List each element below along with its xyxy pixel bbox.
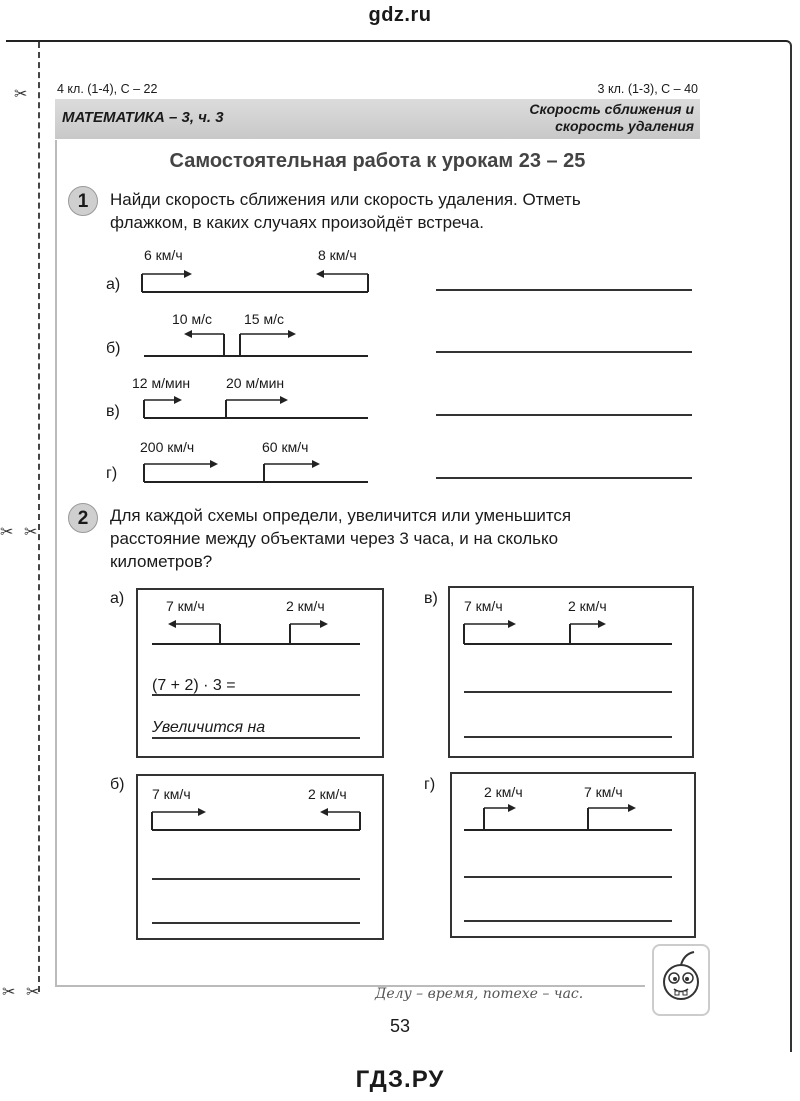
- answer-line[interactable]: [464, 691, 672, 693]
- reference-left: 4 кл. (1-4), С – 22: [57, 82, 158, 96]
- speed-label: 2 км/ч: [308, 786, 347, 802]
- task-number-badge: 1: [68, 186, 98, 216]
- speed-label: 7 км/ч: [166, 598, 205, 614]
- speed-label: 8 км/ч: [318, 247, 357, 263]
- task2-line-3: километров?: [110, 552, 213, 571]
- answer-line[interactable]: [436, 351, 692, 353]
- item-label: г): [106, 465, 118, 482]
- scissors-icon: ✂: [0, 524, 14, 541]
- task1-line-2: флажком, в каких случаях произойдёт встреча.: [110, 213, 484, 232]
- speed-label: 2 км/ч: [568, 598, 607, 614]
- topic-line-1: Скорость сближения и: [529, 101, 694, 117]
- answer-text: Увеличится на: [152, 719, 266, 736]
- speed-label: 7 км/ч: [152, 786, 191, 802]
- box-label: г): [424, 776, 436, 793]
- scissors-icon: ✂: [14, 86, 28, 103]
- speed-label: 7 км/ч: [464, 598, 503, 614]
- scissors-icon: ✂: [2, 984, 16, 1001]
- answer-line[interactable]: [436, 289, 692, 291]
- subject-title: МАТЕМАТИКА – 3, ч. 3: [62, 109, 224, 126]
- speed-label: 2 км/ч: [286, 598, 325, 614]
- mascot-frame: [652, 944, 710, 1016]
- speed-label: 15 м/с: [244, 311, 284, 327]
- page-number: 53: [389, 1016, 411, 1036]
- reference-right: 3 кл. (1-3), С – 40: [597, 82, 698, 96]
- answer-line[interactable]: [152, 737, 360, 739]
- scissors-icon: ✂: [24, 524, 38, 541]
- proverb: Делу – время, потехе – час.: [375, 986, 584, 1002]
- item-label: в): [106, 403, 120, 420]
- speed-label: 12 м/мин: [132, 375, 191, 391]
- task2-line-1: Для каждой схемы определи, увеличится или уменьшится: [110, 506, 572, 525]
- speed-label: 7 км/ч: [584, 784, 623, 800]
- task-number-badge: 2: [68, 503, 98, 533]
- box-label: а): [110, 590, 125, 607]
- speed-label: 6 км/ч: [144, 247, 183, 263]
- solution-expression: (7 + 2) · 3 =: [152, 677, 236, 694]
- scissors-icon: ✂: [26, 984, 40, 1001]
- answer-line[interactable]: [152, 694, 360, 696]
- section-title: Самостоятельная работа к урокам 23 – 25: [169, 150, 586, 172]
- task2-text: [110, 504, 571, 573]
- topic-line-2: скорость удаления: [555, 118, 694, 134]
- speed-label: 10 м/с: [172, 311, 212, 327]
- task2-line-2: расстояние между объектами через 3 часа, и на сколько: [110, 529, 559, 548]
- box-label: в): [424, 590, 438, 607]
- mascot-icon: [654, 946, 708, 1014]
- answer-line[interactable]: [464, 736, 672, 738]
- answer-line[interactable]: [436, 477, 692, 479]
- task1-line-1: Найди скорость сближения или скорость удаления. Отметь: [110, 190, 581, 209]
- site-watermark-top: gdz.ru: [368, 4, 432, 26]
- speed-label: 200 км/ч: [140, 439, 195, 455]
- item-label: б): [106, 340, 121, 357]
- answer-line[interactable]: [436, 414, 692, 416]
- answer-line[interactable]: [152, 878, 360, 880]
- box-label: б): [110, 776, 125, 793]
- answer-line[interactable]: [152, 922, 360, 924]
- site-watermark-bottom: ГДЗ.РУ: [355, 1066, 445, 1093]
- answer-line[interactable]: [464, 876, 672, 878]
- speed-label: 60 км/ч: [262, 439, 309, 455]
- speed-label: 20 м/мин: [226, 375, 285, 391]
- speed-label: 2 км/ч: [484, 784, 523, 800]
- item-label: а): [106, 276, 121, 293]
- answer-line[interactable]: [464, 920, 672, 922]
